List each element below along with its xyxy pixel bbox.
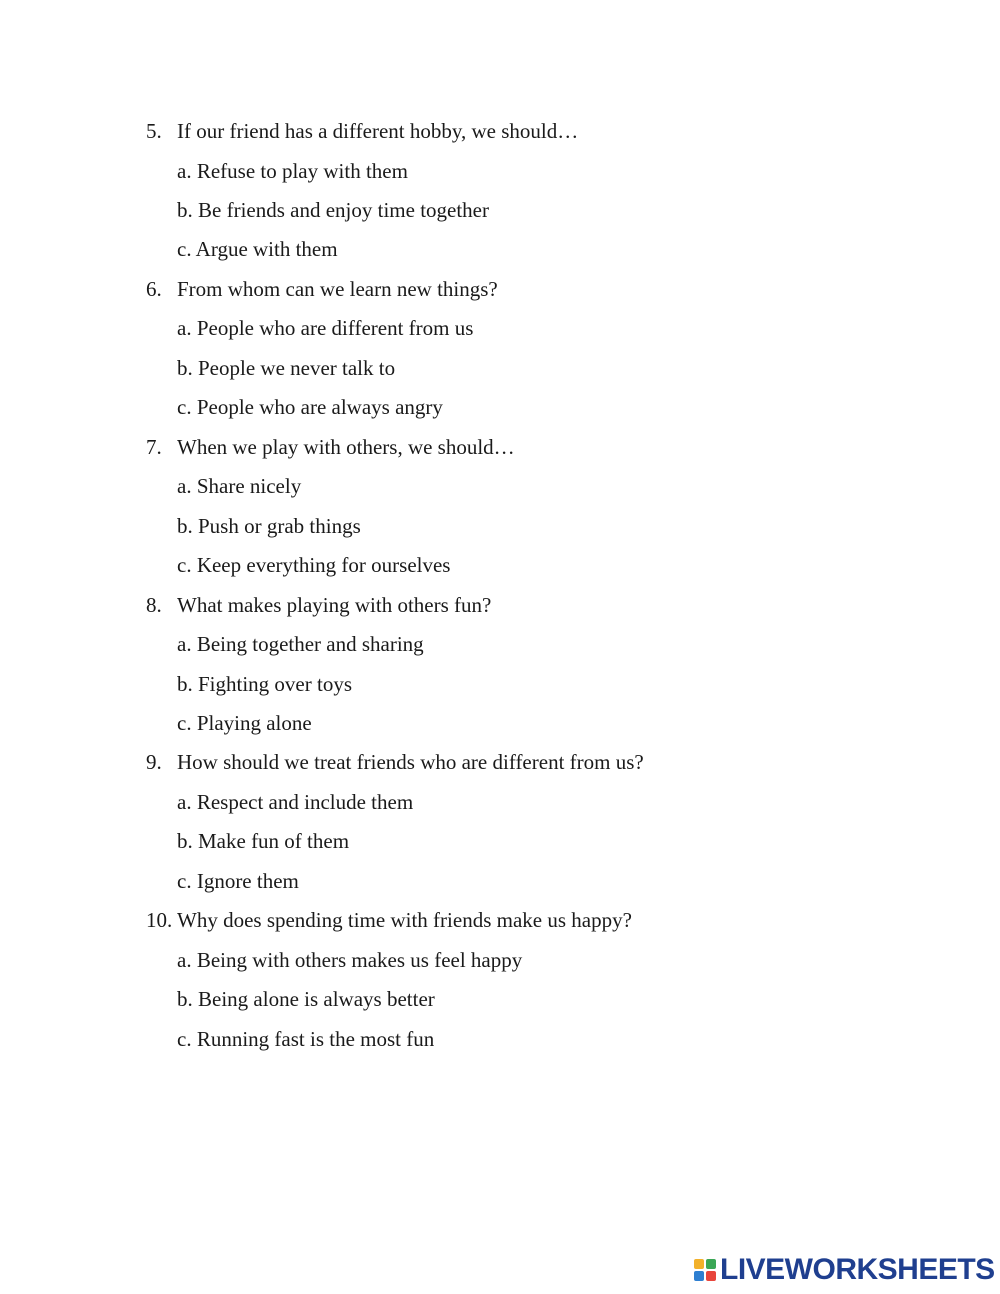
option-label: a. People who are different from us [177, 316, 474, 340]
question-text: When we play with others, we should… [177, 435, 515, 459]
option-label: a. Respect and include them [177, 790, 414, 814]
question-number: 9. [146, 750, 162, 774]
question-text: If our friend has a different hobby, we should… [177, 119, 579, 143]
option-label: b. Being alone is always better [177, 987, 435, 1011]
logo-block-4 [706, 1271, 716, 1281]
option-label: a. Being with others makes us feel happy [177, 948, 523, 972]
option-label: c. Keep everything for ourselves [177, 553, 451, 577]
question-number: 8. [146, 593, 162, 617]
logo-block-2 [706, 1259, 716, 1269]
question-text: What makes playing with others fun? [177, 593, 492, 617]
option-label: c. Playing alone [177, 711, 312, 735]
logo-blocks-icon [694, 1259, 716, 1281]
logo-block-1 [694, 1259, 704, 1269]
logo-block-3 [694, 1271, 704, 1281]
option-label: b. Push or grab things [177, 514, 361, 538]
option-label: c. Argue with them [177, 237, 338, 261]
question-number: 5. [146, 119, 162, 143]
question-text: Why does spending time with friends make us happy? [177, 908, 632, 932]
option-label: b. Fighting over toys [177, 672, 353, 696]
option-label: a. Share nicely [177, 474, 302, 498]
question-number: 6. [146, 277, 162, 301]
logo-text: LIVEWORKSHEETS [720, 1253, 995, 1286]
option-label: c. Ignore them [177, 869, 299, 893]
option-label: b. People we never talk to [177, 356, 396, 380]
option-label: a. Refuse to play with them [177, 159, 408, 183]
question-number: 7. [146, 435, 162, 459]
question-number: 10. [146, 908, 173, 932]
liveworksheets-logo[interactable] [694, 1254, 995, 1286]
option-label: c. Running fast is the most fun [177, 1027, 435, 1051]
option-label: c. People who are always angry [177, 395, 443, 419]
option-label: a. Being together and sharing [177, 632, 424, 656]
option-label: b. Make fun of them [177, 829, 350, 853]
question-text: From whom can we learn new things? [177, 277, 498, 301]
question-text: How should we treat friends who are different from us? [177, 750, 644, 774]
option-label: b. Be friends and enjoy time together [177, 198, 489, 222]
